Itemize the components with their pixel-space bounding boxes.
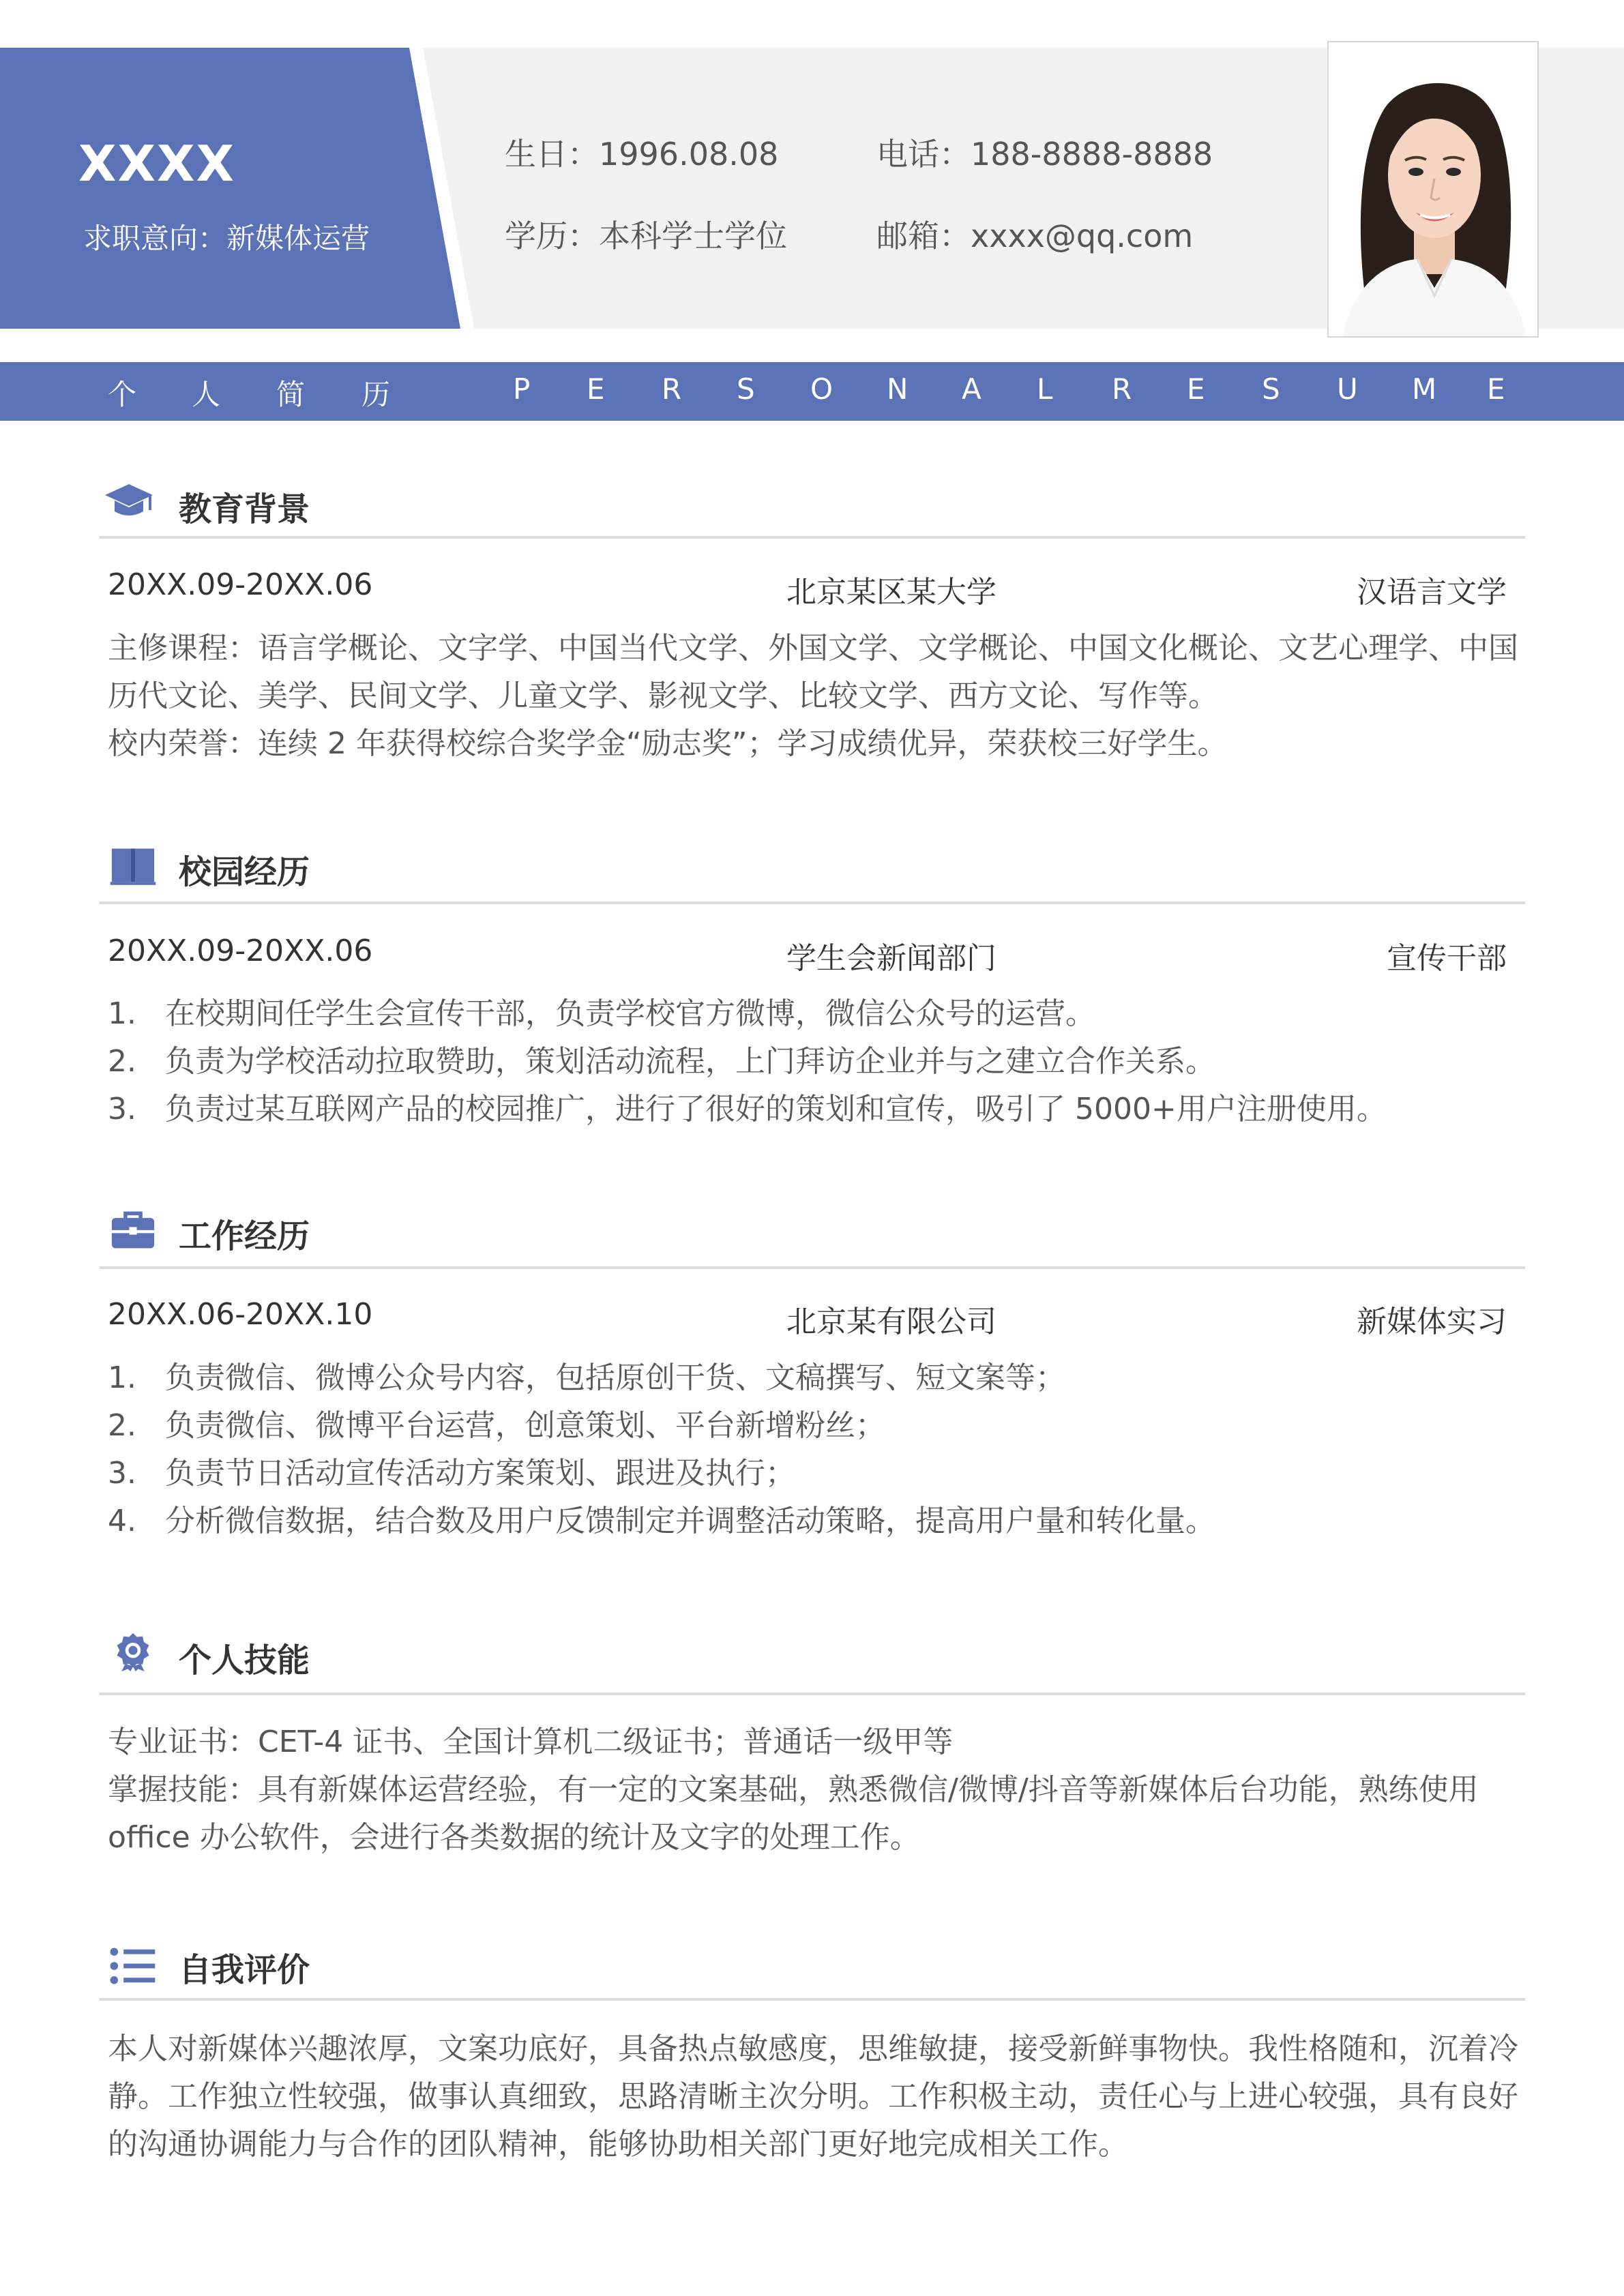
- list-item: 3. 负责节日活动宣传活动方案策划、跟进及执行；: [108, 1456, 795, 1491]
- skills-certificates: 专业证书：CET-4 证书、全国计算机二级证书；普通话一级甲等: [108, 1725, 954, 1759]
- campus-date: 20XX.09-20XX.06: [108, 934, 373, 968]
- title-letter: A: [962, 372, 981, 406]
- section-divider: [100, 1693, 1525, 1695]
- section-divider: [100, 1266, 1525, 1269]
- list-item: 4. 分析微信数据，结合数及用户反馈制定并调整活动策略，提高用户量和转化量。: [108, 1504, 1215, 1538]
- title-letter: O: [810, 372, 833, 406]
- skills-mastery: 掌握技能：具有新媒体运营经验，有一定的文案基础，熟悉微信/微博/抖音等新媒体后台功能，熟练使用 office 办公软件，会进行各类数据的统计及文字的处理工作。: [108, 1772, 1479, 1855]
- phone: 电话：188-8888-8888: [876, 136, 1213, 173]
- list-item: 1. 负责微信、微博公众号内容，包括原创干货、文稿撰写、短文案等；: [108, 1360, 1065, 1395]
- section-divider: [100, 901, 1525, 904]
- title-letter: 个: [108, 378, 137, 411]
- title-letter: E: [1487, 372, 1505, 406]
- education-courses: 主修课程：语言学概论、文字学、中国当代文学、外国文学、文学概论、中国文化概论、文艺心理学、中国历代文论、美学、民间文学、儿童文学、影视文学、比较文学、西方文论、写作等。: [108, 631, 1518, 713]
- title-letter: 历: [361, 378, 391, 411]
- education-major: 汉语言文学: [1357, 575, 1507, 610]
- book-icon: [108, 846, 158, 886]
- title-letter: N: [887, 372, 909, 406]
- work-company: 北京某有限公司: [786, 1304, 996, 1339]
- list-icon: [108, 1945, 158, 1986]
- list-item: 2. 负责微信、微博平台运营，创意策划、平台新增粉丝；: [108, 1408, 885, 1443]
- section-title-self-evaluation: 自我评价: [179, 1951, 310, 1989]
- title-letter: R: [662, 372, 682, 406]
- section-divider: [100, 1998, 1525, 2001]
- birthday: 生日：1996.08.08: [505, 136, 779, 173]
- list-item: 2. 负责为学校活动拉取赞助，策划活动流程，上门拜访企业并与之建立合作关系。: [108, 1044, 1215, 1079]
- title-letter: 简: [276, 378, 306, 411]
- work-date: 20XX.06-20XX.10: [108, 1297, 373, 1332]
- title-letter: E: [1187, 372, 1205, 406]
- work-role: 新媒体实习: [1357, 1304, 1507, 1339]
- title-letter: U: [1337, 372, 1358, 406]
- award-icon: [108, 1632, 158, 1673]
- campus-role: 宣传干部: [1387, 941, 1507, 976]
- campus-list: [108, 990, 1523, 1133]
- section-title-education: 教育背景: [179, 490, 310, 528]
- title-letter: P: [513, 372, 531, 406]
- job-objective: 求职意向：新媒体运营: [83, 222, 370, 255]
- section-divider: [100, 536, 1525, 539]
- self-evaluation-text: 本人对新媒体兴趣浓厚，文案功底好，具备热点敏感度，思维敏捷，接受新鲜事物快。我性格随和，沉着冷静。工作独立性较强，做事认真细致，思路清晰主次分明。工作积极主动，责任心与上进心较强，具有良好的沟通协调能力与合作的团队精神，能够协助相关部门更好地完成相关工作。: [108, 2031, 1518, 2162]
- title-letter: S: [737, 372, 755, 406]
- title-letter: R: [1112, 372, 1132, 406]
- section-title-skills: 个人技能: [179, 1641, 310, 1680]
- title-letter: M: [1412, 372, 1437, 406]
- section-title-campus: 校园经历: [179, 853, 310, 891]
- education-date: 20XX.09-20XX.06: [108, 567, 373, 602]
- profile-photo: [1327, 41, 1539, 338]
- education-level: 学历：本科学士学位: [505, 218, 787, 254]
- title-letter: S: [1262, 372, 1280, 406]
- title-letter: E: [587, 372, 605, 406]
- work-list: [108, 1354, 1523, 1545]
- title-letter: 人: [192, 378, 221, 411]
- briefcase-icon: [108, 1210, 158, 1251]
- education-honors: 校内荣誉：连续 2 年获得校综合奖学金“励志奖”；学习成绩优异，荣获校三好学生。: [108, 726, 1228, 761]
- education-school: 北京某区某大学: [786, 575, 996, 610]
- title-letter: L: [1037, 372, 1053, 406]
- campus-organization: 学生会新闻部门: [786, 941, 996, 976]
- section-title-work: 工作经历: [179, 1217, 310, 1255]
- list-item: 3. 负责过某互联网产品的校园推广，进行了很好的策划和宣传，吸引了 5000+用户注册使用。: [108, 1092, 1387, 1127]
- graduation-cap-icon: [104, 481, 154, 522]
- list-item: 1. 在校期间任学生会宣传干部，负责学校官方微博，微信公众号的运营。: [108, 996, 1095, 1031]
- candidate-name: XXXX: [78, 135, 236, 192]
- email: 邮箱：xxxx@qq.com: [876, 218, 1194, 254]
